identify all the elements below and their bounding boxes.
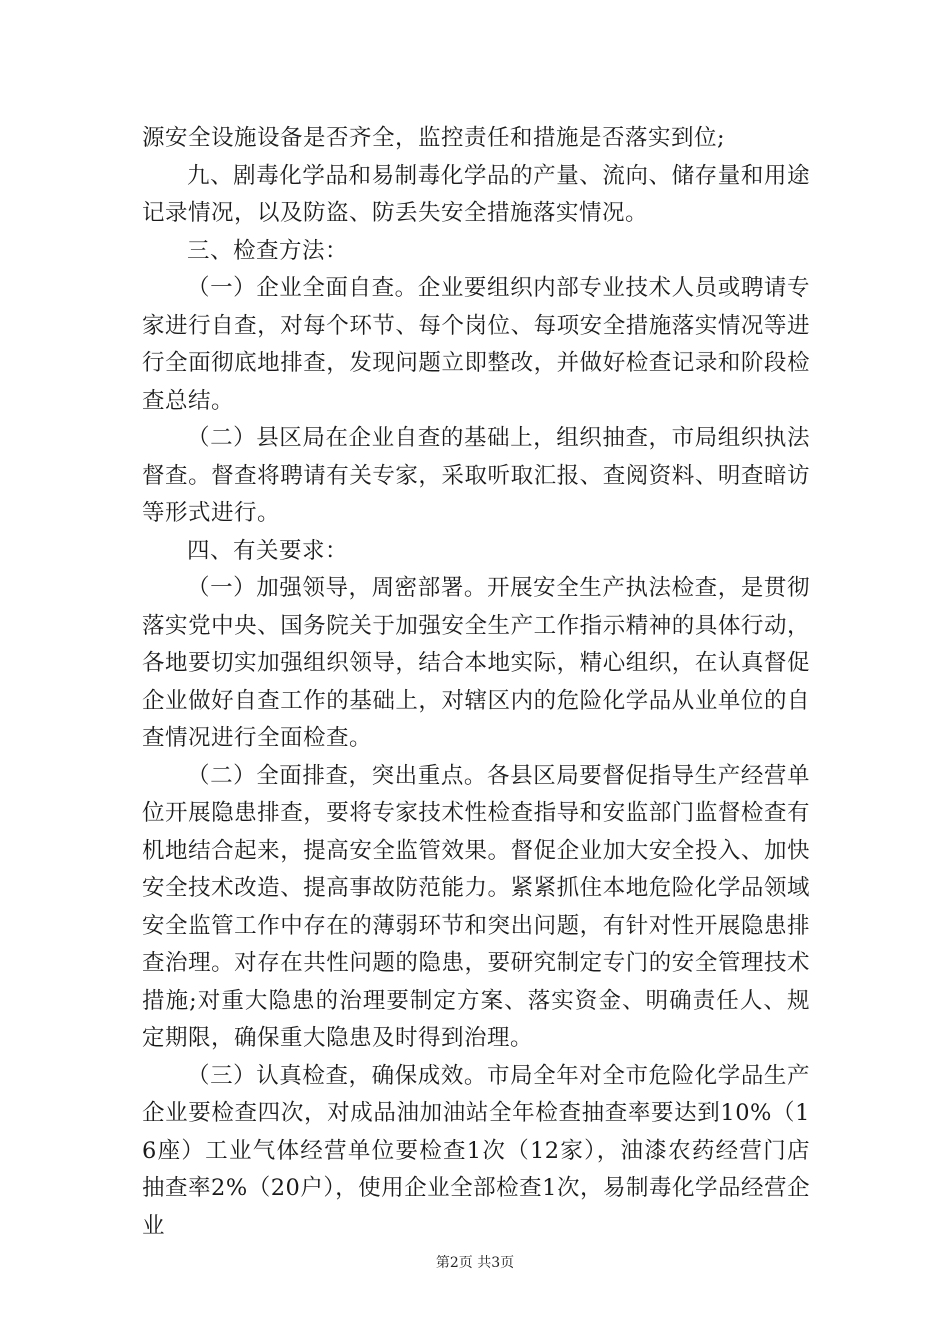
paragraph-requirement-1: （一）加强领导，周密部署。开展安全生产执法检查，是贯彻落实党中央、国务院关于加强安全生产工作指示精神的具体行动，各地要切实加强组织领导，结合本地实际，精心组织，在认真督促企业做好自查工作的基础上，对辖区内的危险化学品从业单位的自查情况进行全面检查。 [142,575,810,751]
section-heading-requirements: 四、有关要求： [187,537,349,564]
document-body [142,120,810,1245]
paragraph-continuation: 源安全设施设备是否齐全，监控责任和措施是否落实到位; [142,125,726,151]
section-heading-inspection-methods: 三、检查方法： [187,237,349,264]
paragraph-method-1: （一）企业全面自查。企业要组织内部专业技术人员或聘请专家进行自查，对每个环节、每个岗位、每项安全措施落实情况等进行全面彻底地排查，发现问题立即整改，并做好检查记录和阶段检查总结。 [142,275,810,414]
paragraph-requirement-2: （二）全面排查，突出重点。各县区局要督促指导生产经营单位开展隐患排查，要将专家技术性检查指导和安监部门监督检查有机地结合起来，提高安全监管效果。督促企业加大安全投入、加快安全技术改造、提高事故防范能力。紧紧抓住本地危险化学品领域安全监管工作中存在的薄弱环节和突出问题，有针对性开展隐患排查治理。对存在共性问题的隐患，要研究制定专门的安全管理技术措施;对重大隐患的治理要制定方案、落实资金、明确责任人、规定期限，确保重大隐患及时得到治理。 [142,762,810,1051]
footer-prefix: 第 [435,1255,450,1271]
footer-total-pages: 3 [491,1255,501,1271]
footer-suffix: 页 [500,1255,515,1271]
paragraph-method-2: （二）县区局在企业自查的基础上，组织抽查，市局组织执法督查。督查将聘请有关专家，采取听取汇报、查阅资料、明查暗访等形式进行。 [142,425,810,526]
footer-current-page: 2 [449,1255,459,1271]
paragraph-item-9: 九、剧毒化学品和易制毒化学品的产量、流向、储存量和用途记录情况，以及防盗、防丢失安全措施落实情况。 [142,162,810,226]
page-footer [0,1252,950,1272]
footer-middle: 页 共 [458,1255,492,1271]
paragraph-requirement-3: （三）认真检查，确保成效。市局全年对全市危险化学品生产企业要检查四次，对成品油加油站全年检查抽查率要达到10%（16座）工业气体经营单位要检查1次（12家），油漆农药经营门店抽查率2%（20户），使用企业全部检查1次，易制毒化学品经营企业 [142,1062,810,1239]
